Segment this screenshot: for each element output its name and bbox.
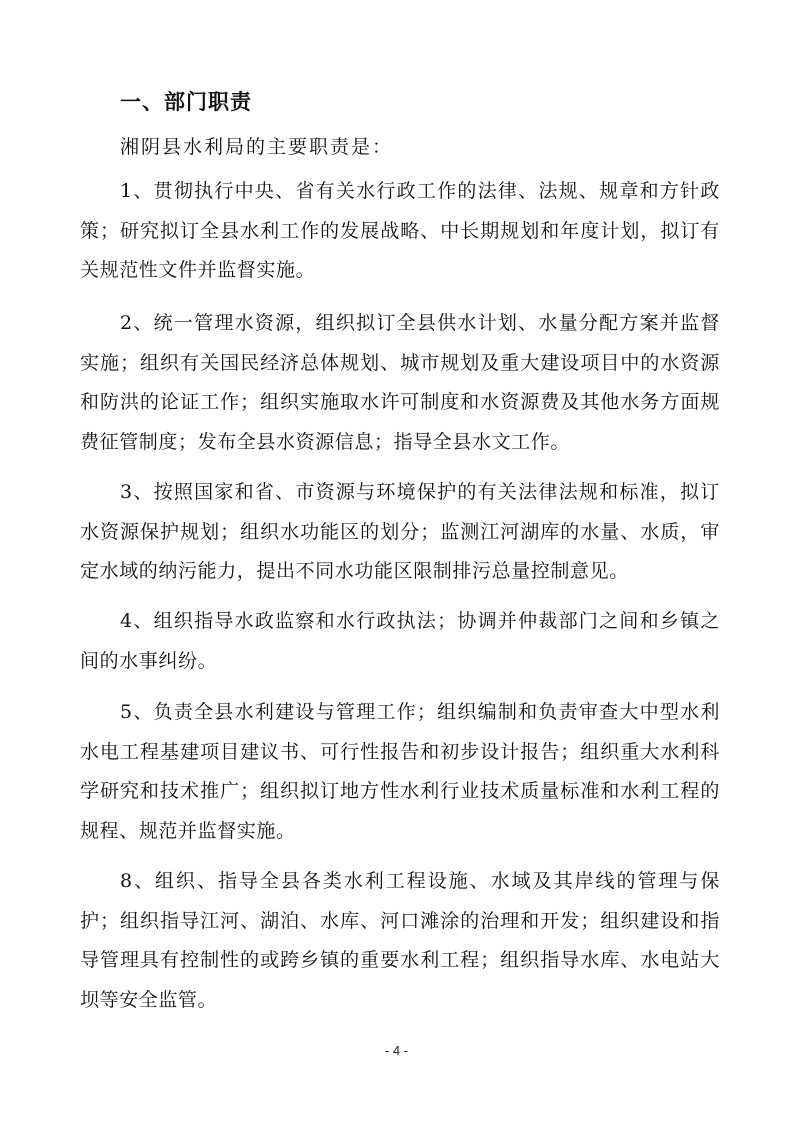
intro-text: 湘阴县水利局的主要职责是： (120, 136, 394, 158)
duty-paragraph: 3、按照国家和省、市资源与环境保护的有关法律法规和标准，拟订水资源保护规划；组织水功能区的划分；监测江河湖库的水量、水质，审定水域的纳污能力，提出不同水功能区限制排污总量控制意见。 (80, 481, 720, 582)
duty-paragraph: 8、组织、指导全县各类水利工程设施、水域及其岸线的管理与保护；组织指导江河、湖泊、水库、河口滩涂的治理和开发；组织建设和指导管理具有控制性的或跨乡镇的重要水利工程；组织指导水库、水电站大坝等安全监管。 (80, 870, 720, 1011)
duty-paragraph: 2、统一管理水资源，组织拟订全县供水计划、水量分配方案并监督实施；组织有关国民经济总体规划、城市规划及重大建设项目中的水资源和防洪的论证工作；组织实施取水许可制度和水资源费及其他水务方面规费征管制度；发布全县水资源信息；指导全县水文工作。 (80, 312, 720, 453)
duty-paragraph: 5、负责全县水利建设与管理工作；组织编制和负责审查大中型水利水电工程基建项目建议书、可行性报告和初步设计报告；组织重大水利科学研究和技术推广；组织拟订地方性水利行业技术质量标准和水利工程的规程、规范并监督实施。 (80, 701, 720, 842)
duty-paragraph: 1、贯彻执行中央、省有关水行政工作的法律、法规、规章和方针政策；研究拟订全县水利工作的发展战略、中长期规划和年度计划，拟订有关规范性文件并监督实施。 (80, 180, 720, 281)
page-number: - 4 - (384, 1043, 409, 1058)
duty-paragraph: 4、组织指导水政监察和水行政执法；协调并仲裁部门之间和乡镇之间的水事纠纷。 (80, 610, 720, 672)
section-heading: 一、部门职责 (120, 90, 252, 114)
